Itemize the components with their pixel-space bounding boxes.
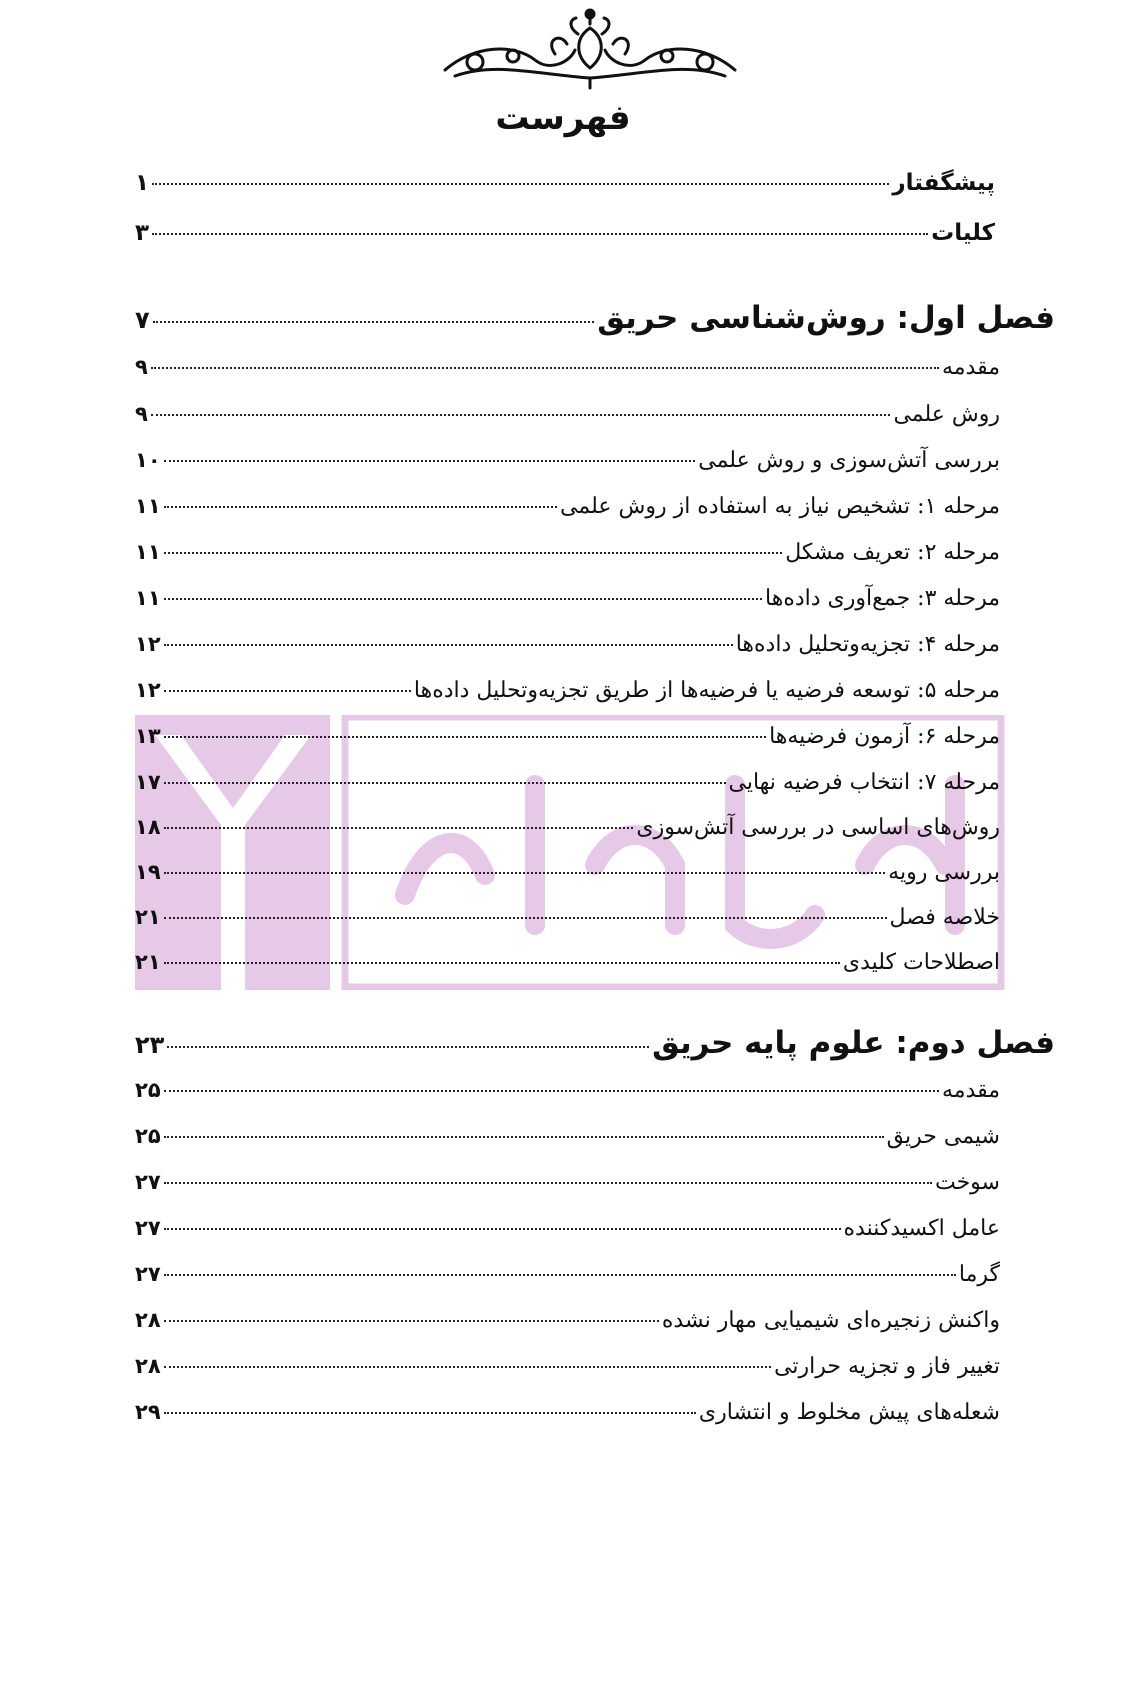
toc-page-number: ۱۹ bbox=[135, 860, 161, 884]
toc-entry-title: شیمی حریق bbox=[886, 1124, 1000, 1149]
toc-page-number: ۲۱ bbox=[135, 950, 161, 974]
dot-leader bbox=[164, 690, 411, 692]
toc-entry-title: مقدمه bbox=[941, 355, 1000, 380]
toc-chapter-entry bbox=[135, 300, 1055, 336]
toc-page-number: ۳ bbox=[135, 220, 150, 246]
toc-entry bbox=[135, 905, 1000, 930]
toc-entry bbox=[135, 1170, 1000, 1195]
toc-entry bbox=[135, 355, 1000, 380]
dot-leader bbox=[164, 962, 840, 964]
dot-leader bbox=[167, 1046, 649, 1048]
toc-entry bbox=[135, 402, 1000, 427]
toc-entry-title: شعله‌های پیش مخلوط و انتشاری bbox=[698, 1400, 1000, 1425]
toc-page-number: ۱۱ bbox=[135, 586, 161, 610]
toc-page-number: ۲۷ bbox=[135, 1170, 161, 1194]
dot-leader bbox=[151, 414, 891, 416]
dot-leader bbox=[164, 1274, 956, 1276]
toc-entry-title: خلاصه فصل bbox=[889, 905, 1000, 930]
toc-page-number: ۹ bbox=[135, 355, 148, 379]
toc-page-number: ۱۱ bbox=[135, 494, 161, 518]
toc-page-number: ۱۲ bbox=[135, 678, 161, 702]
dot-leader bbox=[164, 827, 634, 829]
dot-leader bbox=[164, 1182, 932, 1184]
dot-leader bbox=[164, 1228, 841, 1230]
toc-entry-title: مرحله ۱: تشخیص نیاز به استفاده از روش علمی bbox=[560, 494, 1000, 519]
toc-page-number: ۲۷ bbox=[135, 1216, 161, 1240]
toc-page-number: ۷ bbox=[135, 306, 150, 334]
toc-page-number: ۹ bbox=[135, 402, 148, 426]
dot-leader bbox=[164, 917, 887, 919]
toc-entry bbox=[135, 540, 1000, 565]
toc-entry bbox=[135, 1262, 1000, 1287]
toc-entry bbox=[135, 1078, 1000, 1103]
toc-chapter-entry bbox=[135, 1025, 1055, 1061]
toc-page-number: ۲۹ bbox=[135, 1400, 161, 1424]
dot-leader bbox=[164, 644, 733, 646]
toc-entry bbox=[135, 632, 1000, 657]
toc-entry-title: مرحله ۲: تعریف مشکل bbox=[785, 540, 1000, 565]
toc-page-number: ۱۱ bbox=[135, 540, 161, 564]
toc-entry-title: روش‌های اساسی در بررسی آتش‌سوزی bbox=[636, 815, 1000, 840]
toc-page-number: ۱۲ bbox=[135, 632, 161, 656]
toc-entry bbox=[135, 494, 1000, 519]
toc-entry-title: پیشگفتار bbox=[892, 170, 995, 196]
toc-entry bbox=[135, 770, 1000, 795]
toc-page-number: ۱ bbox=[135, 170, 150, 196]
page-title: فهرست bbox=[495, 98, 631, 138]
toc-entry-title: کلیات bbox=[931, 220, 995, 246]
toc-entry-title: اصطلاحات کلیدی bbox=[842, 950, 1000, 975]
dot-leader bbox=[164, 872, 886, 874]
dot-leader bbox=[164, 506, 557, 508]
toc-entry bbox=[135, 1308, 1000, 1333]
toc-entry bbox=[135, 1216, 1000, 1241]
dot-leader bbox=[164, 1412, 696, 1414]
toc-entry-title: مقدمه bbox=[941, 1078, 1000, 1103]
toc-entry-title: فصل اول: روش‌شناسی حریق bbox=[597, 300, 1055, 336]
toc-entry bbox=[135, 950, 1000, 975]
dot-leader bbox=[164, 1090, 939, 1092]
toc-entry bbox=[135, 170, 995, 196]
toc-entry bbox=[135, 678, 1000, 703]
toc-entry bbox=[135, 724, 1000, 749]
dot-leader bbox=[164, 1320, 659, 1322]
toc-entry-title: بررسی آتش‌سوزی و روش علمی bbox=[698, 448, 1000, 473]
toc-page-number: ۲۳ bbox=[135, 1031, 165, 1059]
toc-entry-title: مرحله ۳: جمع‌آوری داده‌ها bbox=[765, 586, 1000, 611]
toc-entry-title: گرما bbox=[958, 1262, 1000, 1287]
toc-page-number: ۱۳ bbox=[135, 724, 161, 748]
dot-leader bbox=[152, 183, 889, 185]
toc-entry bbox=[135, 860, 1000, 885]
toc-entry bbox=[135, 448, 1000, 473]
dot-leader bbox=[164, 552, 783, 554]
toc-entry-title: مرحله ۴: تجزیه‌وتحلیل داده‌ها bbox=[735, 632, 1000, 657]
toc-page-number: ۲۸ bbox=[135, 1308, 161, 1332]
toc-entry bbox=[135, 586, 1000, 611]
dot-leader bbox=[164, 1366, 771, 1368]
toc-page-number: ۱۰ bbox=[135, 448, 161, 472]
toc-page-number: ۲۵ bbox=[135, 1124, 161, 1148]
toc-entry-title: مرحله ۷: انتخاب فرضیه نهایی bbox=[728, 770, 1000, 795]
dot-leader bbox=[164, 598, 762, 600]
toc-page-number: ۲۵ bbox=[135, 1078, 161, 1102]
toc-entry bbox=[135, 1124, 1000, 1149]
dot-leader bbox=[164, 782, 726, 784]
toc-entry-title: مرحله ۵: توسعه فرضیه یا فرضیه‌ها از طریق تجزیه‌وتحلیل داده‌ها bbox=[413, 678, 1000, 703]
toc-page-number: ۱۷ bbox=[135, 770, 161, 794]
dot-leader bbox=[152, 233, 928, 235]
toc-entry-title: روش علمی bbox=[893, 402, 1000, 427]
toc-entry bbox=[135, 1400, 1000, 1425]
toc-page-number: ۲۸ bbox=[135, 1354, 161, 1378]
toc-page-number: ۲۱ bbox=[135, 905, 161, 929]
toc-entry-title: تغییر فاز و تجزیه حرارتی bbox=[774, 1354, 1000, 1379]
toc-page-number: ۱۸ bbox=[135, 815, 161, 839]
dot-leader bbox=[164, 1136, 884, 1138]
dot-leader bbox=[164, 460, 696, 462]
toc-page-number: ۲۷ bbox=[135, 1262, 161, 1286]
toc-entry-title: مرحله ۶: آزمون فرضیه‌ها bbox=[769, 724, 1000, 749]
dot-leader bbox=[151, 367, 939, 369]
toc-entry bbox=[135, 1354, 1000, 1379]
dot-leader bbox=[164, 736, 766, 738]
toc-entry-title: واکنش زنجیره‌ای شیمیایی مهار نشده bbox=[661, 1308, 1000, 1333]
toc-entry-title: بررسی رویه bbox=[888, 860, 1000, 885]
toc-entry-title: سوخت bbox=[934, 1170, 1000, 1195]
dot-leader bbox=[153, 321, 595, 323]
toc-entry bbox=[135, 815, 1000, 840]
toc-entry-title: عامل اکسیدکننده bbox=[843, 1216, 1000, 1241]
toc-entry bbox=[135, 220, 995, 246]
toc-entry-title: فصل دوم: علوم پایه حریق bbox=[652, 1025, 1055, 1061]
